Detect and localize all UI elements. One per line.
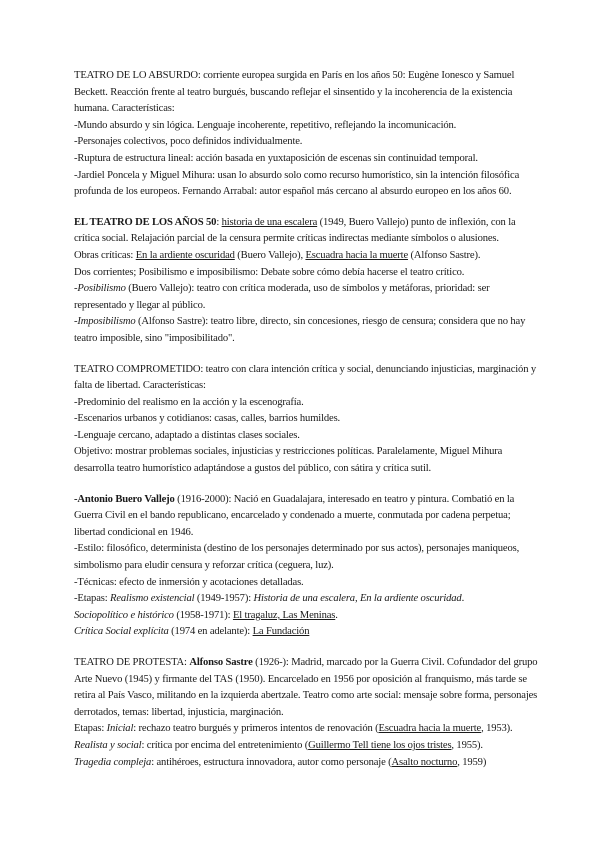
list-item — [74, 624, 540, 641]
text: (1974 en adelante): — [168, 626, 253, 638]
list-item — [74, 721, 540, 738]
text: (1949-1957): — [194, 593, 254, 605]
paragraph: TEATRO COMPROMETIDO: teatro con clara intención crítica y social, denunciando injusticias, marginación y falta de libertad. Características: — [74, 363, 536, 392]
work-title: En la ardiente oscuridad — [135, 249, 235, 261]
text: : antihéroes, estructura innovadora, autor como personaje ( — [151, 756, 392, 768]
work-title: Guillermo Tell tiene los ojos tristes — [308, 739, 452, 751]
section-anos-50 — [74, 215, 540, 348]
text: . — [461, 593, 465, 605]
stage-name: Inicial — [106, 723, 134, 735]
author-name: Alfonso Sastre — [189, 657, 253, 668]
paragraph — [74, 248, 540, 265]
section-protesta — [74, 655, 540, 771]
list-item — [74, 591, 540, 608]
list-item — [74, 755, 540, 772]
list-item: -Mundo absurdo y sin lógica. Lenguaje incoherente, repetitivo, reflejando la incomunicación. — [74, 119, 457, 131]
paragraph — [74, 215, 540, 248]
text: TEATRO DE PROTESTA: — [74, 657, 190, 668]
text: (1916-2000): Nació en Guadalajara, interesado en teatro y pintura. Combatió en la Guerra Civil en el bando republicano, encarcelado y condenado a muerte, conmutada por cadena perpetua; libertad condicional en 1946. — [74, 493, 515, 538]
stage-name: Realismo existencial — [110, 593, 195, 605]
list-item — [74, 738, 540, 755]
list-item: -Escenarios urbanos y cotidianos: casas, calles, barrios humildes. — [74, 413, 341, 425]
text: (1926-): Madrid, marcado por la Guerra Civil. Cofundador del grupo Arte Nuevo (1945) y firmante del TAS (1950). Encarcelado en 1956 por oposición al franquismo, más tarde se retira al País Vasco, militando en la izquierda abertzale. Teatro como arte social: mensaje sobre forma, personajes derrotados, temas: libertad, injusticia, marginación. — [74, 657, 538, 718]
list-item: -Ruptura de estructura lineal: acción basada en yuxtaposición de escenas sin continuidad temporal. — [74, 152, 478, 164]
text: , 1959) — [457, 756, 487, 768]
paragraph — [74, 655, 540, 721]
paragraph: Objetivo: mostrar problemas sociales, injusticias y restricciones políticas. Paralelamente, Miguel Mihura desarrolla teatro humorístico adaptándose a gustos del público, con sátira y crítica sutil. — [74, 446, 503, 475]
text: , 1955). — [451, 739, 483, 751]
text: : crítica por encima del entretenimiento ( — [141, 739, 309, 751]
stage-name: Sociopolítico e histórico — [74, 609, 174, 621]
list-item — [74, 281, 540, 314]
paragraph — [74, 492, 540, 542]
text: . — [335, 609, 338, 621]
list-item: -Técnicas: efecto de inmersión y acotaciones detalladas. — [74, 576, 304, 588]
list-item — [74, 608, 540, 625]
work-title: Historia de una escalera, En la ardiente oscuridad — [253, 593, 462, 605]
section-heading: EL TEATRO DE LOS AÑOS 50 — [74, 216, 217, 228]
work-title: Asalto nocturno — [391, 756, 458, 768]
work-title: Escuadra hacia la muerte — [378, 723, 482, 735]
term: -Posibilismo — [74, 283, 126, 295]
text: -Etapas: — [74, 593, 111, 605]
text: (Buero Vallejo): teatro con crítica moderada, uso de símbolos y metáforas, prioridad: ser representado y llegar al público. — [74, 283, 490, 311]
text: , 1953). — [481, 723, 513, 735]
section-absurdo — [74, 68, 540, 201]
stage-name: Tragedia compleja — [74, 756, 152, 768]
work-title: La Fundación — [252, 626, 310, 638]
text: Etapas: — [74, 723, 107, 735]
text: (1958-1971): — [173, 609, 233, 621]
section-buero-vallejo — [74, 492, 540, 641]
author-name: -Antonio Buero Vallejo — [74, 493, 175, 505]
text: : rechazo teatro burgués y primeros intentos de renovación ( — [133, 723, 379, 735]
paragraph: TEATRO DE LO ABSURDO: corriente europea surgida en París en los años 50: Eugène Ionesco y Samuel Beckett. Reacción frente al teatro burgués, buscando reflejar el sinsentido y la incoherencia de la existencia humana. Características: — [74, 70, 515, 115]
list-item: -Predominio del realismo en la acción y la escenografía. — [74, 396, 304, 408]
text: Obras críticas: — [74, 249, 136, 261]
text: (1949, Buero Vallejo) punto de inflexión, con la crítica social. Relajación parcial de la censura permite críticas indirectas mediante símbolos o alusiones. — [74, 216, 516, 245]
section-comprometido — [74, 362, 540, 478]
list-item: -Lenguaje cercano, adaptado a distintas clases sociales. — [74, 429, 300, 441]
text: (Alfonso Sastre). — [408, 249, 481, 261]
term: -Imposibilismo — [74, 316, 136, 328]
list-item — [74, 314, 540, 347]
paragraph: Dos corrientes; Posibilismo e imposibilismo: Debate sobre cómo debía hacerse el teatro crítico. — [74, 266, 465, 278]
list-item: -Estilo: filosófico, determinista (destino de los personajes determinado por sus actos), personajes maniqueos, simbolismo para eludir censura y reforzar crítica (ceguera, luz). — [74, 543, 520, 572]
stage-name: Realista y social — [74, 739, 142, 751]
text: : — [216, 216, 222, 228]
stage-name: Crítica Social explícita — [74, 626, 169, 638]
work-title: historia de una escalera — [221, 216, 318, 228]
work-title: El tragaluz, Las Meninas — [232, 609, 336, 621]
text: (Buero Vallejo), — [234, 249, 306, 261]
list-item: -Jardiel Poncela y Miguel Mihura: usan lo absurdo solo como recurso humorístico, sin la intención filosófica profunda de los europeos. Fernando Arrabal: autor español más cercano al absurdo europeo en los años 60. — [74, 169, 520, 198]
text: (Alfonso Sastre): teatro libre, directo, sin concesiones, riesgo de censura; considera que no hay teatro imposible, sino "imposibilitado". — [74, 316, 526, 344]
list-item: -Personajes colectivos, poco definidos individualmente. — [74, 136, 303, 148]
work-title: Escuadra hacia la muerte — [305, 249, 409, 261]
